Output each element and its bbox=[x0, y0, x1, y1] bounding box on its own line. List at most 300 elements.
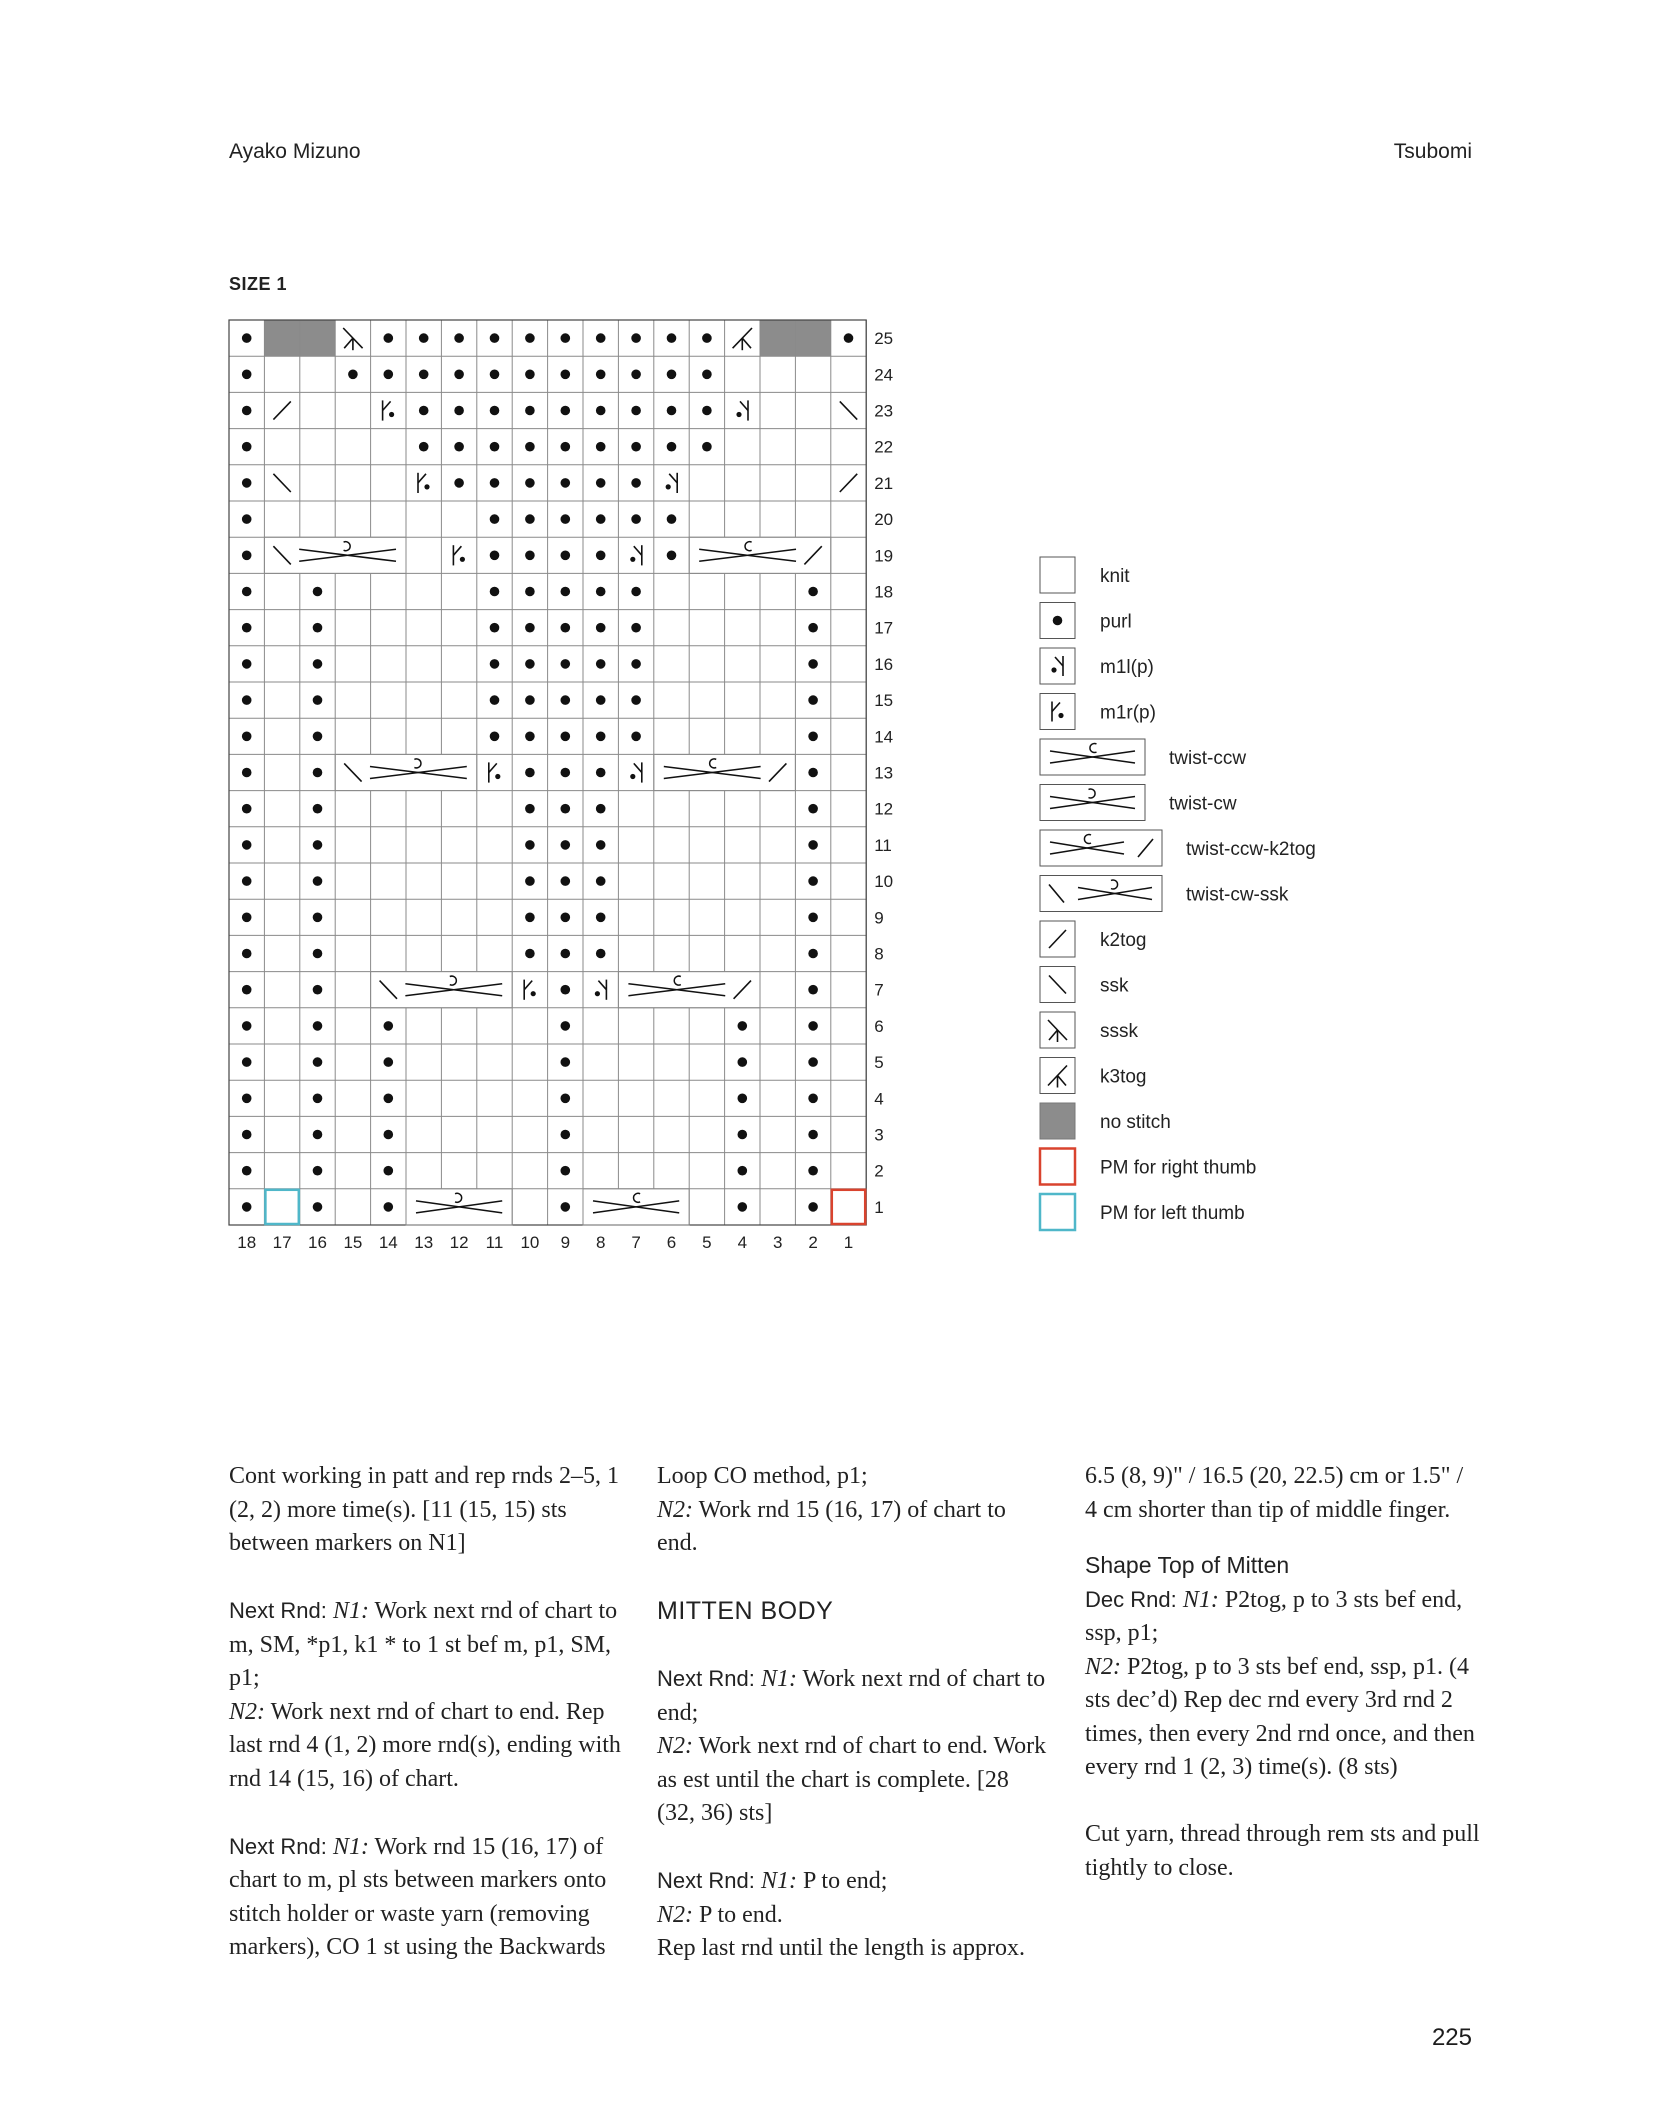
purl-symbol bbox=[631, 623, 641, 633]
purl-symbol bbox=[525, 695, 535, 705]
instruction-lead: Next Rnd: bbox=[229, 1598, 333, 1623]
m1r-symbol-arm bbox=[524, 981, 532, 990]
row-number: 8 bbox=[874, 944, 884, 964]
purl-symbol bbox=[667, 514, 677, 524]
purl-symbol bbox=[702, 370, 712, 380]
row-number: 5 bbox=[874, 1053, 884, 1073]
purl-symbol bbox=[596, 732, 606, 742]
purl-symbol bbox=[242, 406, 252, 416]
needle-label: N1: bbox=[332, 1833, 369, 1860]
ssk-symbol bbox=[273, 474, 290, 492]
no-stitch-cell bbox=[795, 320, 830, 356]
purl-symbol bbox=[313, 732, 323, 742]
purl-symbol bbox=[738, 1166, 748, 1176]
ccw-arc bbox=[634, 1193, 641, 1202]
needle-label: N2: bbox=[229, 1698, 265, 1725]
instruction-lead: Dec Rnd: bbox=[1085, 1586, 1183, 1612]
legend-swatch-nostitch bbox=[1040, 1103, 1075, 1139]
column-number: 5 bbox=[702, 1233, 712, 1252]
purl-symbol bbox=[490, 514, 500, 524]
m1r-symbol-arm bbox=[383, 401, 391, 410]
legend-label: sssk bbox=[1100, 1021, 1138, 1042]
text-column-3 bbox=[1085, 1460, 1480, 1919]
purl-symbol bbox=[242, 442, 252, 452]
legend-label: twist-ccw bbox=[1169, 748, 1247, 769]
legend-label: PM for right thumb bbox=[1100, 1157, 1257, 1179]
cw-arc bbox=[450, 976, 457, 985]
purl-symbol bbox=[808, 804, 818, 814]
paragraph: 6.5 (8, 9)" / 16.5 (20, 22.5) cm or 1.5" / 4 cm shorter than tip of middle finger. bbox=[1085, 1463, 1464, 1523]
purl-symbol bbox=[738, 1094, 748, 1104]
purl-symbol bbox=[702, 442, 712, 452]
legend-label: no stitch bbox=[1100, 1112, 1171, 1133]
legend-label: m1l(p) bbox=[1100, 657, 1154, 678]
purl-symbol bbox=[242, 370, 252, 380]
purl-symbol bbox=[242, 985, 252, 995]
purl-symbol bbox=[596, 695, 606, 705]
column-number: 6 bbox=[666, 1233, 677, 1252]
purl-symbol bbox=[242, 1021, 252, 1031]
purl-symbol bbox=[596, 333, 606, 343]
m1l-symbol-dot bbox=[1051, 667, 1056, 672]
purl-symbol bbox=[313, 1166, 323, 1176]
purl-symbol bbox=[596, 913, 606, 923]
purl-symbol bbox=[313, 840, 323, 850]
purl-symbol bbox=[808, 1130, 818, 1140]
purl-symbol bbox=[631, 370, 641, 380]
purl-symbol bbox=[242, 1094, 252, 1104]
row-number: 25 bbox=[874, 329, 894, 349]
purl-symbol bbox=[561, 514, 571, 524]
purl-symbol bbox=[313, 1057, 323, 1067]
legend-label: purl bbox=[1100, 611, 1132, 633]
purl-symbol bbox=[242, 514, 252, 524]
purl-symbol bbox=[313, 587, 323, 597]
purl-symbol bbox=[490, 587, 500, 597]
row-number: 9 bbox=[874, 908, 884, 928]
legend-label: m1r(p) bbox=[1100, 702, 1156, 724]
purl-symbol bbox=[808, 1021, 818, 1031]
purl-symbol bbox=[525, 804, 535, 814]
purl-symbol bbox=[348, 370, 358, 380]
purl-symbol bbox=[242, 1057, 252, 1067]
purl-symbol bbox=[702, 333, 712, 343]
instruction-text: Work next rnd of chart to m, SM, *p1, k1 * to 1 st bef m, p1, SM, p1; bbox=[229, 1598, 618, 1691]
sssk-symbol-arm bbox=[344, 338, 353, 348]
legend-label: twist-ccw-k2tog bbox=[1186, 839, 1316, 860]
m1l-symbol-dot bbox=[736, 412, 741, 417]
row-number: 22 bbox=[874, 437, 894, 457]
purl-symbol bbox=[738, 1202, 748, 1212]
ccw-arc bbox=[745, 542, 752, 551]
row-number: 6 bbox=[874, 1016, 884, 1036]
purl-symbol bbox=[596, 768, 606, 778]
purl-symbol bbox=[631, 514, 641, 524]
purl-symbol bbox=[384, 370, 394, 380]
page-number: 225 bbox=[1431, 2024, 1472, 2051]
purl-symbol bbox=[561, 623, 571, 633]
ssk-part bbox=[273, 546, 290, 564]
purl-symbol bbox=[808, 1202, 818, 1212]
row-number: 11 bbox=[874, 835, 892, 855]
needle-label: N1: bbox=[1182, 1586, 1219, 1613]
column-number: 16 bbox=[308, 1233, 327, 1252]
legend-swatch-knit bbox=[1040, 557, 1075, 593]
cable-cell bbox=[371, 972, 513, 1008]
purl-symbol bbox=[242, 768, 252, 778]
purl-symbol bbox=[631, 587, 641, 597]
m1l-symbol-arm bbox=[634, 546, 642, 555]
cable-cell bbox=[689, 537, 831, 573]
purl-symbol bbox=[419, 333, 429, 343]
purl-symbol bbox=[384, 333, 394, 343]
purl-symbol bbox=[561, 1094, 571, 1104]
text-column-2 bbox=[657, 1460, 1052, 1999]
row-number: 17 bbox=[874, 618, 894, 638]
paragraph bbox=[1085, 1583, 1480, 1785]
purl-symbol bbox=[490, 478, 500, 488]
instruction-text: Rep last rnd until the length is approx. bbox=[657, 1935, 1025, 1961]
purl-symbol bbox=[596, 514, 606, 524]
purl-symbol bbox=[313, 623, 323, 633]
purl-symbol bbox=[631, 478, 641, 488]
purl-symbol bbox=[631, 695, 641, 705]
m1r-symbol-arm bbox=[418, 474, 426, 483]
legend-swatch-m1r bbox=[1040, 694, 1075, 730]
ssk-symbol bbox=[840, 401, 857, 419]
purl-symbol bbox=[738, 1057, 748, 1067]
purl-symbol bbox=[596, 442, 606, 452]
purl-symbol bbox=[596, 840, 606, 850]
purl-symbol bbox=[808, 876, 818, 886]
purl-symbol bbox=[525, 370, 535, 380]
column-number: 8 bbox=[595, 1233, 606, 1252]
m1r-symbol-arm bbox=[453, 546, 461, 555]
purl-symbol bbox=[384, 1057, 394, 1067]
instruction-text: P2tog, p to 3 sts bef end, ssp, p1; bbox=[1085, 1586, 1463, 1646]
row-number: 2 bbox=[874, 1161, 884, 1181]
purl-symbol bbox=[242, 551, 252, 561]
purl-symbol bbox=[808, 659, 818, 669]
needle-label: N2: bbox=[657, 1733, 693, 1759]
column-number: 2 bbox=[808, 1233, 818, 1252]
instruction-text: P to end. bbox=[693, 1901, 783, 1928]
purl-symbol bbox=[525, 587, 535, 597]
pm-left-thumb-marker bbox=[265, 1190, 298, 1224]
purl-symbol bbox=[525, 659, 535, 669]
purl-symbol bbox=[738, 1130, 748, 1140]
purl-symbol bbox=[242, 949, 252, 959]
column-number: 7 bbox=[631, 1233, 641, 1252]
ccw-arc bbox=[710, 759, 717, 768]
purl-symbol bbox=[561, 804, 571, 814]
purl-symbol bbox=[525, 949, 535, 959]
paragraph bbox=[657, 1662, 1052, 1831]
purl-symbol bbox=[313, 949, 323, 959]
k2tog-symbol bbox=[273, 401, 290, 419]
paragraph: Cont working in patt and rep rnds 2–5, 1 (2, 2) more time(s). [11 (15, 15) sts between markers on N1] bbox=[229, 1463, 619, 1556]
purl-symbol bbox=[808, 1057, 818, 1067]
column-number: 17 bbox=[272, 1233, 292, 1252]
cw-arc bbox=[344, 542, 351, 551]
purl-symbol bbox=[490, 551, 500, 561]
purl-symbol bbox=[808, 587, 818, 597]
purl-symbol bbox=[525, 551, 535, 561]
purl-symbol bbox=[596, 876, 606, 886]
m1r-symbol-dot bbox=[1058, 713, 1063, 718]
purl-symbol bbox=[313, 1130, 323, 1140]
purl-symbol bbox=[419, 370, 429, 380]
column-number: 18 bbox=[237, 1233, 257, 1252]
instruction-lead: Next Rnd: bbox=[657, 1666, 761, 1691]
purl-symbol bbox=[242, 1130, 252, 1140]
purl-symbol bbox=[808, 913, 818, 923]
instruction-text: Work rnd 15 (16, 17) of chart to m, pl sts between markers onto stitch holder or waste yarn (removing markers), CO 1 st using the Backwards bbox=[229, 1833, 607, 1960]
column-number: 4 bbox=[737, 1233, 748, 1252]
purl-symbol bbox=[242, 1166, 252, 1176]
purl-symbol bbox=[561, 659, 571, 669]
purl-symbol bbox=[525, 913, 535, 923]
purl-symbol bbox=[490, 659, 500, 669]
cable-cell bbox=[618, 972, 760, 1008]
purl-symbol bbox=[525, 478, 535, 488]
purl-symbol bbox=[525, 623, 535, 633]
purl-symbol bbox=[454, 478, 464, 488]
purl-symbol bbox=[313, 695, 323, 705]
purl-symbol bbox=[313, 1202, 323, 1212]
k3tog-symbol-arm bbox=[742, 338, 751, 348]
legend-swatch-pm-left bbox=[1040, 1194, 1075, 1230]
column-number: 13 bbox=[414, 1233, 434, 1252]
instruction-lead: Next Rnd: bbox=[229, 1833, 333, 1859]
no-stitch-cell bbox=[264, 320, 299, 356]
legend-label: twist-cw-ssk bbox=[1186, 884, 1289, 906]
purl-symbol bbox=[242, 695, 252, 705]
row-number: 21 bbox=[874, 473, 894, 493]
paragraph bbox=[657, 1460, 1052, 1561]
cw-arc bbox=[414, 759, 421, 768]
purl-symbol bbox=[384, 1021, 394, 1031]
column-number: 12 bbox=[449, 1233, 469, 1252]
paragraph bbox=[229, 1594, 624, 1796]
row-number: 13 bbox=[874, 763, 894, 783]
k2tog-part bbox=[804, 546, 821, 564]
purl-symbol bbox=[808, 695, 818, 705]
legend-purl-symbol bbox=[1053, 616, 1063, 626]
purl-symbol bbox=[242, 876, 252, 886]
cw-arc bbox=[455, 1193, 462, 1202]
legend-swatch-pm-right bbox=[1040, 1149, 1075, 1185]
purl-symbol bbox=[561, 1166, 571, 1176]
running-header-author: Ayako Mizuno bbox=[229, 140, 361, 163]
purl-symbol bbox=[596, 478, 606, 488]
column-number: 3 bbox=[772, 1233, 783, 1252]
purl-symbol bbox=[561, 840, 571, 850]
purl-symbol bbox=[561, 913, 571, 923]
purl-symbol bbox=[808, 985, 818, 995]
pm-right-thumb-marker bbox=[832, 1190, 865, 1224]
purl-symbol bbox=[490, 442, 500, 452]
row-number: 20 bbox=[874, 510, 894, 530]
purl-symbol bbox=[561, 876, 571, 886]
ssk-part bbox=[344, 763, 361, 781]
purl-symbol bbox=[525, 442, 535, 452]
purl-symbol bbox=[808, 768, 818, 778]
instruction-text: P2tog, p to 3 sts bef end, ssp, p1. (4 sts dec’d) Rep dec rnd every 3rd rnd 2 times, then every 2nd rnd once, and then every rnd 1 (2, 3) time(s). (8 sts) bbox=[1085, 1653, 1475, 1780]
instruction-text: Work next rnd of chart to end; bbox=[657, 1666, 1046, 1726]
row-number: 7 bbox=[874, 980, 884, 1000]
k2tog-part bbox=[769, 763, 786, 781]
m1r-symbol-dot bbox=[424, 484, 429, 489]
running-header-title: Tsubomi bbox=[1393, 140, 1472, 163]
purl-symbol bbox=[525, 876, 535, 886]
purl-symbol bbox=[242, 333, 252, 343]
purl-symbol bbox=[561, 1021, 571, 1031]
needle-label: N1: bbox=[332, 1598, 369, 1624]
instruction-text: Loop CO method, p1; bbox=[657, 1463, 868, 1489]
purl-symbol bbox=[490, 370, 500, 380]
purl-symbol bbox=[561, 695, 571, 705]
purl-symbol bbox=[631, 333, 641, 343]
m1r-symbol-dot bbox=[389, 412, 394, 417]
needle-label: N2: bbox=[657, 1901, 693, 1928]
row-number: 14 bbox=[874, 727, 894, 747]
m1l-symbol-arm bbox=[598, 981, 606, 990]
purl-symbol bbox=[242, 840, 252, 850]
purl-symbol bbox=[561, 1202, 571, 1212]
purl-symbol bbox=[313, 1094, 323, 1104]
paragraph bbox=[657, 1864, 1052, 1966]
purl-symbol bbox=[313, 1021, 323, 1031]
purl-symbol bbox=[596, 587, 606, 597]
purl-symbol bbox=[242, 478, 252, 488]
m1l-symbol-arm bbox=[740, 401, 748, 410]
purl-symbol bbox=[490, 695, 500, 705]
row-number: 16 bbox=[874, 654, 894, 674]
cable-cell bbox=[654, 754, 796, 790]
purl-symbol bbox=[313, 985, 323, 995]
purl-symbol bbox=[490, 732, 500, 742]
legend-label: ssk bbox=[1100, 975, 1129, 997]
row-number: 3 bbox=[874, 1125, 884, 1145]
k2tog-part bbox=[734, 981, 751, 999]
purl-symbol bbox=[596, 623, 606, 633]
needle-label: N2: bbox=[1085, 1653, 1121, 1680]
row-number: 12 bbox=[874, 799, 894, 819]
purl-symbol bbox=[561, 406, 571, 416]
purl-symbol bbox=[454, 333, 464, 343]
chart-size-label: SIZE 1 bbox=[229, 274, 288, 294]
purl-symbol bbox=[808, 623, 818, 633]
needle-label: N1: bbox=[760, 1666, 797, 1692]
purl-symbol bbox=[384, 1166, 394, 1176]
purl-symbol bbox=[667, 551, 677, 561]
purl-symbol bbox=[561, 587, 571, 597]
purl-symbol bbox=[844, 333, 854, 343]
purl-symbol bbox=[384, 1094, 394, 1104]
row-number: 1 bbox=[874, 1197, 884, 1217]
ssk-part bbox=[380, 981, 397, 999]
m1r-symbol-dot bbox=[495, 774, 500, 779]
column-number: 10 bbox=[520, 1233, 540, 1252]
purl-symbol bbox=[808, 732, 818, 742]
purl-symbol bbox=[525, 768, 535, 778]
text-column-1 bbox=[229, 1460, 624, 1998]
legend-swatch-m1l bbox=[1040, 648, 1075, 684]
purl-symbol bbox=[313, 913, 323, 923]
row-number: 23 bbox=[874, 401, 894, 421]
column-number: 15 bbox=[343, 1233, 363, 1252]
purl-symbol bbox=[631, 659, 641, 669]
cable-cell bbox=[264, 537, 406, 573]
purl-symbol bbox=[808, 840, 818, 850]
purl-symbol bbox=[596, 659, 606, 669]
instruction-text: Work rnd 15 (16, 17) of chart to end. bbox=[657, 1496, 1006, 1556]
purl-symbol bbox=[561, 985, 571, 995]
section-heading: MITTEN BODY bbox=[657, 1596, 834, 1625]
legend-label: twist-cw bbox=[1169, 793, 1237, 815]
needle-label: N2: bbox=[657, 1496, 693, 1523]
row-number: 18 bbox=[874, 582, 894, 602]
purl-symbol bbox=[561, 442, 571, 452]
purl-symbol bbox=[242, 587, 252, 597]
purl-symbol bbox=[525, 333, 535, 343]
purl-symbol bbox=[242, 732, 252, 742]
purl-symbol bbox=[561, 478, 571, 488]
purl-symbol bbox=[419, 442, 429, 452]
m1r-symbol-dot bbox=[531, 991, 536, 996]
row-number: 10 bbox=[874, 872, 894, 892]
purl-symbol bbox=[738, 1021, 748, 1031]
purl-symbol bbox=[242, 659, 252, 669]
purl-symbol bbox=[313, 768, 323, 778]
instruction-text: Work next rnd of chart to end. Rep last rnd 4 (1, 2) more rnd(s), ending with rnd 14 (15, 16) of chart. bbox=[229, 1698, 621, 1792]
m1l-symbol-dot bbox=[595, 991, 600, 996]
purl-symbol bbox=[631, 442, 641, 452]
purl-symbol bbox=[667, 333, 677, 343]
purl-symbol bbox=[242, 623, 252, 633]
m1l-symbol-dot bbox=[666, 484, 671, 489]
paragraph bbox=[229, 1830, 624, 1965]
purl-symbol bbox=[667, 406, 677, 416]
purl-symbol bbox=[242, 913, 252, 923]
purl-symbol bbox=[702, 406, 712, 416]
column-number: 9 bbox=[560, 1233, 571, 1252]
purl-symbol bbox=[561, 1057, 571, 1067]
cable-cell bbox=[335, 754, 477, 790]
column-number: 1 bbox=[843, 1233, 854, 1252]
purl-symbol bbox=[419, 406, 429, 416]
instruction-lead: Next Rnd: bbox=[657, 1868, 761, 1893]
purl-symbol bbox=[808, 949, 818, 959]
purl-symbol bbox=[454, 442, 464, 452]
purl-symbol bbox=[490, 333, 500, 343]
column-number: 11 bbox=[485, 1233, 504, 1252]
purl-symbol bbox=[242, 1202, 252, 1212]
purl-symbol bbox=[631, 406, 641, 416]
purl-symbol bbox=[808, 1166, 818, 1176]
purl-symbol bbox=[525, 514, 535, 524]
ccw-arc bbox=[674, 976, 681, 985]
k2tog-symbol bbox=[840, 474, 857, 492]
purl-symbol bbox=[384, 1202, 394, 1212]
purl-symbol bbox=[490, 623, 500, 633]
legend-swatch-twist-ccw-k2tog bbox=[1040, 830, 1162, 866]
row-number: 15 bbox=[874, 691, 894, 711]
purl-symbol bbox=[561, 333, 571, 343]
purl-symbol bbox=[561, 949, 571, 959]
m1r-symbol-arm bbox=[489, 763, 497, 772]
